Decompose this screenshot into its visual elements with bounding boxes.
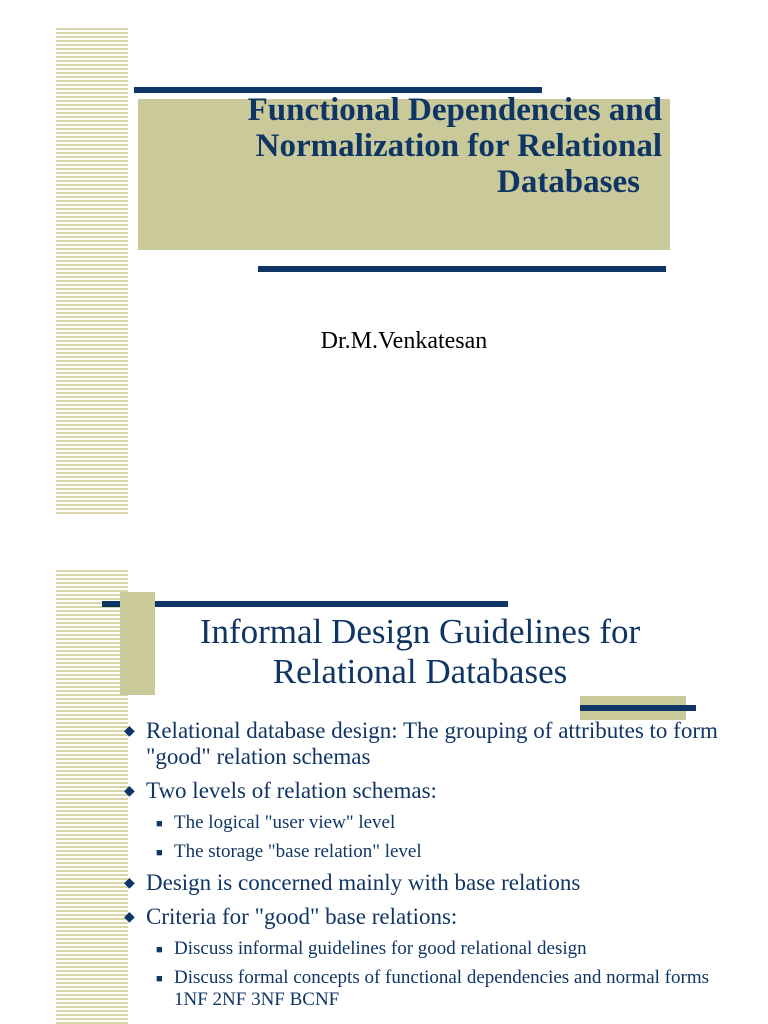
bullet-text: Two levels of relation schemas: xyxy=(146,778,437,803)
title-line-2: Normalization for Relational xyxy=(255,128,662,164)
sub-bullet-text: The logical "user view" level xyxy=(174,812,396,833)
sub-bullet-text: Discuss informal guidelines for good relational design xyxy=(174,938,587,959)
bullet-text: Relational database design: The grouping of attributes to form "good" relation schemas xyxy=(146,718,718,769)
diamond-bullet-icon: ◆ xyxy=(124,910,135,925)
sub-bullet-text: The storage "base relation" level xyxy=(174,841,422,862)
bullet-item xyxy=(120,778,720,804)
diamond-bullet-icon: ◆ xyxy=(124,724,135,739)
square-bullet-icon: ■ xyxy=(156,847,163,859)
diamond-bullet-icon: ◆ xyxy=(124,876,135,891)
square-bullet-icon: ■ xyxy=(156,818,163,830)
slide2-title xyxy=(120,612,720,692)
sub-bullet-text: Discuss formal concepts of functional dependencies and normal forms 1NF 2NF 3NF BCNF xyxy=(174,967,710,1010)
sub-bullet-item xyxy=(120,938,720,960)
diamond-bullet-icon: ◆ xyxy=(124,784,135,799)
stripe-pattern-left-bottom xyxy=(56,570,128,1024)
slide1-title xyxy=(140,92,662,200)
bullet-item xyxy=(120,904,720,930)
sub-bullet-item xyxy=(120,841,720,863)
author-name: Dr.M.Venkatesan xyxy=(320,328,488,354)
title-line-3: Databases xyxy=(496,164,640,200)
bullet-item xyxy=(120,718,720,770)
stripe-pattern-left-top xyxy=(56,28,128,516)
sub-bullet-item xyxy=(120,967,720,1011)
square-bullet-icon: ■ xyxy=(156,973,163,985)
slide2-title-line-2: Relational Databases xyxy=(272,652,568,691)
sub-bullet-item xyxy=(120,812,720,834)
bullet-text: Design is concerned mainly with base relations xyxy=(146,870,581,895)
bottom-rule xyxy=(258,266,666,272)
slide2-title-line-1: Informal Design Guidelines for xyxy=(199,612,641,651)
bullet-item xyxy=(120,870,720,896)
bullet-text: Criteria for "good" base relations: xyxy=(146,904,458,929)
title-line-1: Functional Dependencies and xyxy=(247,92,662,128)
slide2-top-rule xyxy=(102,601,508,607)
square-bullet-icon: ■ xyxy=(156,944,163,956)
slide2-bottom-rule xyxy=(580,705,696,711)
bullet-list xyxy=(120,718,720,1018)
